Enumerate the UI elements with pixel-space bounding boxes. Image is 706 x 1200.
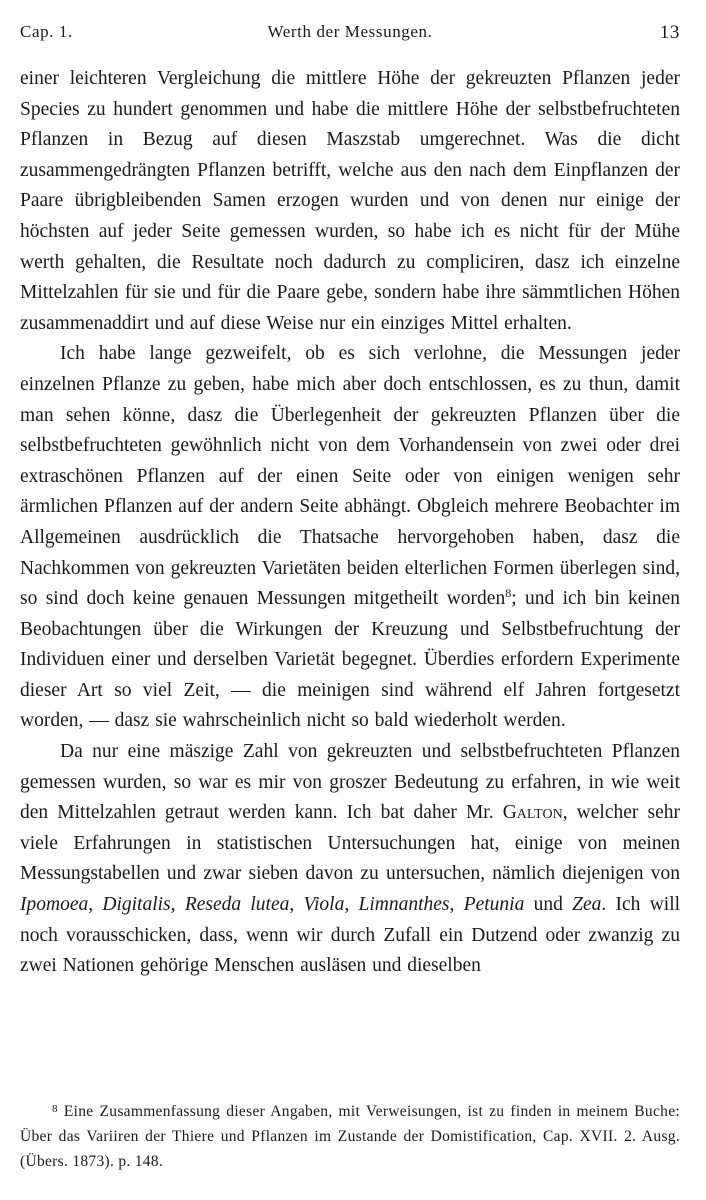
footnote-number: 8 xyxy=(52,1103,58,1115)
taxon-separator: , xyxy=(170,894,185,916)
footnote-text: Eine Zusammenfassung dieser Angaben, mit Verweisungen, ist zu finden in meinem Buche: Über das Variiren der Thiere und Pflanzen im Zustande der Domistification, Cap. XVII. 2. Ausg. (Übers. 1873). p. 148. xyxy=(20,1103,680,1170)
taxon-separator: , xyxy=(344,894,359,916)
paragraph-3-text-c: . Ich will noch vorausschicken, dass, wenn wir durch Zufall ein Dutzend oder zwanzig zu zwei Nationen gehörige Menschen ausläsen und dieselben xyxy=(20,894,681,977)
taxon-conjunction: und xyxy=(524,894,573,916)
taxon-petunia: Petunia xyxy=(463,894,525,916)
paragraph-1: einer leichteren Vergleichung die mittlere Höhe der gekreuzten Pflanzen jeder Species zu hundert genommen und habe die mittlere Höhe der selbstbefruchteten Pflanzen in Bezug auf diesen Maszstab umgerechnet. Was die dicht zusammengedrängten Pflanzen betrifft, welche aus den nach dem Einpflanzen der Paare übrigbleibenden Samen erzogen wurden und von denen nur einige der höchsten auf jeder Seite gemessen wurden, so habe ich es nicht für der Mühe werth gehalten, die Resultate noch dadurch zu compliciren, dasz ich einzelne Mittelzahlen für sie und für die Paare gebe, sondern habe ihre sämmtlichen Höhen zusammenaddirt und auf diese Weise nur ein einziges Mittel erhalten. xyxy=(20,68,680,334)
footnote xyxy=(20,1097,680,1174)
taxon-digitalis: Digitalis xyxy=(102,894,171,916)
running-title: Werth der Messungen. xyxy=(267,22,433,41)
paragraph-2-text-a: Ich habe lange gezweifelt, ob es sich verlohne, die Messungen jeder einzelnen Pflanze zu geben, habe mich aber doch entschlossen, es zu thun, damit man sehen könne, dasz die Überlegenheit der gekreuzten Pflanzen über die selbstbefruchteten gewöhnlich nicht von dem Vorhandensein von zwei oder drei extraschönen Pflanzen auf der einen Seite oder von einigen wenigen sehr ärmlichen Pflanzen auf der andern Seite abhängt. Obgleich mehrere Beobachter im Allgemeinen ausdrücklich die Thatsache hervorgehoben haben, dasz die Nachkommen von gekreuzten Varietäten beiden elterlichen Formen überlegen sind, so sind doch keine genauen Messungen mitgetheilt worden xyxy=(20,343,680,610)
footnote-body xyxy=(20,1097,680,1174)
paragraph-3 xyxy=(20,737,680,982)
taxon-limnanthes: Limnanthes xyxy=(358,894,450,916)
taxon-ipomoea: Ipomoea xyxy=(20,894,89,916)
paragraph-3-text-b: , welcher sehr viele Erfahrungen in statistischen Untersuchungen hat, einige von meinen Messungstabellen und zwar sieben davon zu untersuchen, nämlich diejenigen von xyxy=(20,802,680,885)
main-text xyxy=(20,64,680,982)
taxon-viola: Viola xyxy=(303,894,345,916)
taxon-separator: , xyxy=(88,894,103,916)
chapter-label: Cap. 1. xyxy=(20,22,73,41)
paragraph-2 xyxy=(20,339,680,737)
running-header xyxy=(20,22,680,46)
taxon-zea: Zea xyxy=(572,894,602,916)
footnote-reference: 8 xyxy=(505,586,512,601)
taxon-separator: , xyxy=(449,894,464,916)
paragraph-2-text-b: ; und ich bin keinen Beobachtungen über die Wirkungen der Kreuzung und Selbstbefruchtung der Individuen einer und derselben Varietät begegnet. Überdies erfordern Experimente dieser Art so viel Zeit, — die meinigen sind während elf Jahren fortgesetzt worden, — dasz sie wahrscheinlich nicht so bald wiederholt werden. xyxy=(20,588,680,732)
person-name-galton: Galton xyxy=(502,802,563,824)
taxon-reseda: Reseda lutea xyxy=(184,894,290,916)
taxon-separator: , xyxy=(289,894,304,916)
paragraph-3-text-a: Da nur eine mäszige Zahl von gekreuzten und selbstbefruchteten Pflanzen gemessen wurden, so war es mir von groszer Bedeutung zu erfahren, in wie weit den Mittelzahlen getraut werden kann. Ich bat daher Mr. xyxy=(20,741,680,824)
page-number: 13 xyxy=(659,22,680,43)
